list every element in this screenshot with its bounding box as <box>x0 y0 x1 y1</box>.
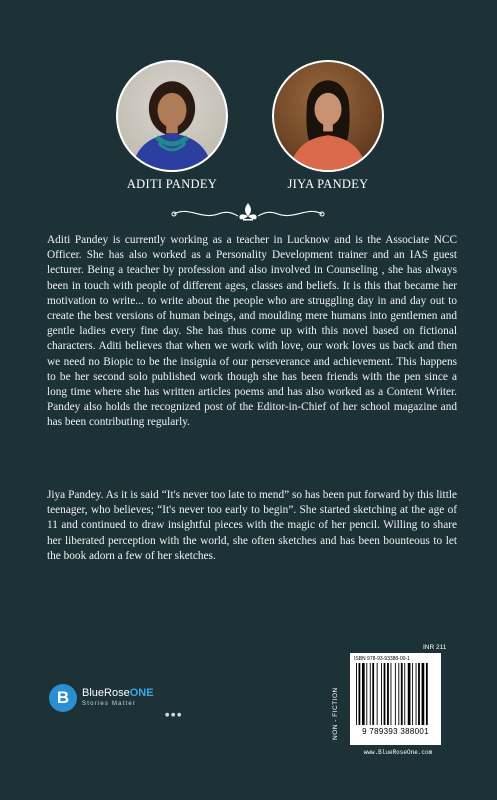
barcode-bar <box>381 663 382 725</box>
barcode-bar <box>370 663 371 725</box>
jiya-portrait-illustration <box>274 62 382 170</box>
facebook-icon: ● <box>165 712 170 718</box>
author-photo-aditi <box>116 60 228 172</box>
barcode-bar <box>426 663 428 725</box>
publisher-logo <box>49 684 189 720</box>
isbn-text: ISBN 978-93-93388-00-1 <box>354 656 410 662</box>
barcode-bar <box>404 663 405 725</box>
barcode-bar <box>398 663 399 725</box>
publisher-website: www.BlueRoseOne.com <box>363 749 433 756</box>
author-name-jiya: JIYA PANDEY <box>287 177 369 191</box>
barcode-bar <box>418 663 420 725</box>
biography-aditi: Aditi Pandey is currently working as a teacher in Lucknow and is the Associate NCC Officer. She has also worked as a Personality Development trainer and an IAS guest lecturer. Being a teacher by profession and also involved in Counseling , she has always been in touch with people of different ages, classes and beliefs. It is this that became her motivation to write... to write about the people who are struggling day in and day out to create the best versions of human beings, and moulding mere humans into gentlemen and gentle ladies every fine day. She has thus come up with this novel based on fictional characters. Aditi believes that when we work with love, our work loves us back and then we need no Biopic to be the insignia of our perseverance and achievement. This happens to be her second solo published work though she has been friends with the pen since a long time where she has written articles poems and has also worked as a Content Writer. Pandey also holds the recognized post of the Editor-in-Chief of her school magazine and has been contributing regularly. <box>47 234 457 429</box>
author-photo-jiya <box>272 60 384 172</box>
publisher-name: BlueRoseONE <box>82 687 154 699</box>
barcode-bar <box>359 663 361 725</box>
twitter-icon: ● <box>176 712 182 718</box>
barcode-bar <box>408 663 411 725</box>
genre-label: NON - FICTION <box>332 687 339 740</box>
barcode-bar <box>377 663 378 725</box>
social-icons <box>165 712 181 718</box>
barcode-bar <box>366 663 367 725</box>
isbn-number: 9 789393 388001 <box>362 727 429 736</box>
publisher-logo-icon: B <box>49 684 77 712</box>
barcode-bar <box>416 663 417 725</box>
ornamental-divider-icon <box>168 200 328 224</box>
author-name-aditi: ADITI PANDEY <box>126 177 218 191</box>
price-label: INR 211 <box>423 644 447 651</box>
instagram-icon: ● <box>170 712 176 718</box>
isbn-barcode <box>350 653 441 745</box>
barcode-bar <box>391 663 392 725</box>
barcode-bar <box>387 663 389 725</box>
barcode-icon <box>356 663 436 725</box>
barcode-bar <box>422 663 425 725</box>
biography-jiya: Jiya Pandey. As it is said “It's never too late to mend” so has been put forward by this little teenager, who believes; “It's never too early to begin”. She started sketching at the age of 11 and continued to draw insightful pieces with the magic of her pencil. Willing to share her liberated perception with the world, she often sketches and has been bounteous to let the book adorn a few of her sketches. <box>47 489 457 562</box>
barcode-bar <box>362 663 365 725</box>
aditi-portrait-illustration <box>118 62 226 170</box>
barcode-bar <box>395 663 396 725</box>
publisher-tagline: Stories Matter <box>82 701 137 707</box>
barcode-bar <box>401 663 403 725</box>
barcode-bar <box>412 663 413 725</box>
barcode-bar <box>356 663 357 725</box>
barcode-bar <box>372 663 374 725</box>
barcode-bar <box>384 663 386 725</box>
